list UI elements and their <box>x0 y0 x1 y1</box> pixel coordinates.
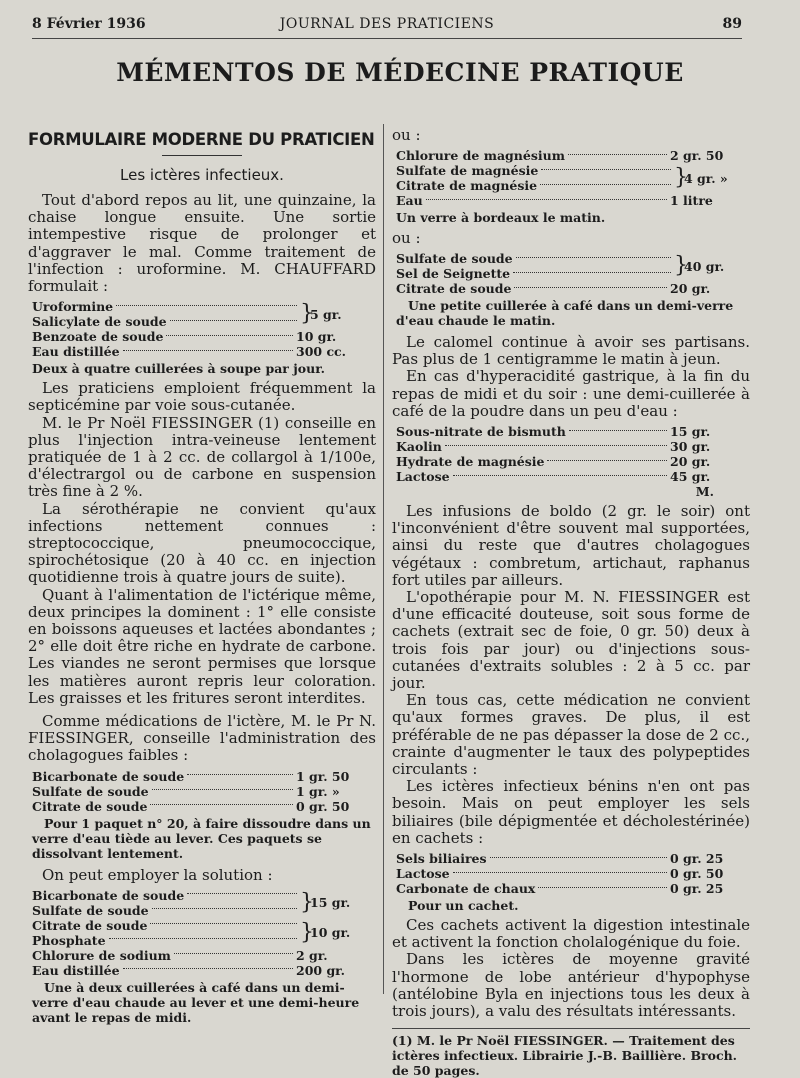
formula-item-name: Citrate de soude <box>32 798 148 814</box>
formula-note: Une à deux cuillerées à café dans un demi-verre d'eau chaude au lever et une demi-heure avant le repas de midi. <box>32 979 360 1025</box>
formula-item-name: Citrate de soude <box>396 281 512 296</box>
formula-item-qty: 0 gr. 50 <box>670 866 724 882</box>
formula-item-name: Sel de Seignette <box>396 266 511 281</box>
formula-item-name: Bicarbonate de soude <box>32 887 185 903</box>
formula-note: Pour un cachet. <box>408 898 519 914</box>
paragraph: Le calomel continue à avoir ses partisans. Pas plus de 1 centigramme le matin à jeun. <box>392 333 750 369</box>
footnote-rule <box>392 1028 750 1029</box>
formula-item-qty: 200 gr. <box>296 962 345 978</box>
formula-note: Deux à quatre cuillerées à soupe par jour. <box>32 361 325 377</box>
paragraph: Tout d'abord repos au lit, une quinzaine, la chaise longue ensuite. Une sortie intempestive risque de prolonger et d'aggraver le mal. Comme traitement de l'infection : uroformine. M. CHAUFFARD formulait : <box>28 191 376 296</box>
formula-item-qty: 1 gr. 50 <box>296 768 350 784</box>
right-column <box>392 124 750 1078</box>
paragraph: Les ictères infectieux bénins n'en ont pas besoin. Mais on peut employer les sels biliaires (bile dépigmentée et décholestérinée) en cachets : <box>392 777 750 847</box>
formula-item-name: Eau distillée <box>32 344 120 360</box>
formula-item-qty: 5 gr. <box>310 306 342 322</box>
formula-item-name: Kaolin <box>396 439 442 455</box>
formula-item-name: Carbonate de chaux <box>396 881 536 897</box>
formula-magnesie <box>396 148 750 225</box>
alternative-label: ou : <box>392 126 421 144</box>
formula-note: Un verre à bordeaux le matin. <box>396 210 606 225</box>
article-subtitle: Les ictères infectieux. <box>120 166 284 184</box>
formula-item-qty: 300 cc. <box>296 344 347 360</box>
formula-item-name: Bicarbonate de soude <box>32 768 185 784</box>
formula-item-name: Sels biliaires <box>396 851 487 867</box>
formula-item-qty: 2 gr. <box>296 947 328 963</box>
brace-icon: } <box>300 919 314 945</box>
formula-item-qty: 10 gr. <box>310 925 351 941</box>
formula-item-name: Sous-nitrate de bismuth <box>396 424 566 440</box>
formula-group <box>396 163 750 193</box>
formula-item-qty: 1 litre <box>670 193 713 208</box>
formula-solution <box>32 888 376 1025</box>
header-date: 8 Février 1936 <box>32 16 146 32</box>
formula-item-name: Phosphate <box>32 932 106 948</box>
formula-group <box>32 888 376 918</box>
formula-item-qty: 15 gr. <box>310 895 351 911</box>
formula-item-qty: 45 gr. <box>670 469 711 485</box>
formula-item-name: Lactose <box>396 469 450 485</box>
formula-item-qty: 2 gr. 50 <box>670 148 724 163</box>
formula-item-name: Chlorure de sodium <box>32 947 171 963</box>
formula-item-name: Sulfate de magnésie <box>396 163 539 178</box>
paragraph: L'opothérapie pour M. N. FIESSINGER est d'une efficacité douteuse, soit sous forme de cachets (extrait sec de foie, 0 gr. 50) deux à trois fois par jour) ou d'injections sous-cutanées d'extraits solubles : 2 à 5 cc. par jour. <box>392 588 750 693</box>
section-title: FORMULAIRE MODERNE DU PRATICIEN <box>28 130 375 149</box>
left-column <box>28 124 376 1029</box>
formula-item-name: Benzoate de soude <box>32 329 164 345</box>
formula-item-qty: 30 gr. <box>670 439 711 455</box>
formula-item-name: Chlorure de magnésium <box>396 148 565 163</box>
formula-seignette <box>396 251 750 328</box>
formula-item-name: Sulfate de soude <box>396 251 513 266</box>
author-signature: M. <box>695 484 714 500</box>
paragraph: Les infusions de boldo (2 gr. le soir) ont l'inconvénient d'être souvent mal supportées, ainsi du reste que d'autres cholagogues végétaux : combretum, artichaut, raphanus fort utiles par ailleurs. <box>392 502 750 589</box>
formula-cholagogues <box>32 769 376 861</box>
formula-item-name: Sulfate de soude <box>32 902 149 918</box>
formula-item-qty: 0 gr. 50 <box>296 798 350 814</box>
page-title: MÉMENTOS DE MÉDECINE PRATIQUE <box>116 58 684 87</box>
formula-group <box>32 918 376 948</box>
column-separator <box>383 124 384 994</box>
formula-item-qty: 1 gr. » <box>296 783 340 799</box>
formula-item-name: Sulfate de soude <box>32 783 149 799</box>
paragraph: Comme médications de l'ictère, M. le Pr N. FIESSINGER, conseille l'administration des cholagogues faibles : <box>28 712 376 765</box>
paragraph: Dans les ictères de moyenne gravité l'hormone de lobe antérieur d'hypophyse (antélobine Byla en injections tous les deux à trois jours), a valu des résultats intéressants. <box>392 950 750 1021</box>
section-rule <box>162 155 242 156</box>
brace-icon: } <box>300 889 314 915</box>
formula-item-name: Citrate de soude <box>32 917 148 933</box>
header-rule <box>32 38 742 39</box>
brace-icon: } <box>674 165 688 190</box>
formula-item-qty: 0 gr. 25 <box>670 851 724 867</box>
paragraph: En tous cas, cette médication ne convient qu'aux formes graves. De plus, il est préférable de ne pas dépasser la dose de 2 cc., crainte d'augmenter le taux des polypeptides circulants : <box>392 691 750 779</box>
formula-item-qty: 20 gr. <box>670 281 711 296</box>
formula-bismuth <box>396 424 750 499</box>
formula-item-qty: 4 gr. » <box>684 170 728 186</box>
brace-icon: } <box>300 301 314 327</box>
formula-item-qty: 40 gr. <box>684 258 725 274</box>
formula-note: Pour 1 paquet n° 20, à faire dissoudre dans un verre d'eau tiède au lever. Ces paquets se dissolvant lentement. <box>32 815 371 861</box>
formula-group <box>32 299 376 329</box>
paragraph: En cas d'hyperacidité gastrique, à la fin du repas de midi et du soir : une demi-cuillerée à café de la poudre dans un peu d'eau : <box>392 367 750 420</box>
formula-note: Une petite cuillerée à café dans un demi-verre d'eau chaude le matin. <box>396 298 734 328</box>
paragraph: Les praticiens emploient fréquemment la septicémine par voie sous-cutanée. <box>28 379 376 415</box>
formula-item-name: Hydrate de magnésie <box>396 454 545 470</box>
header-page-number: 89 <box>722 16 742 32</box>
formula-item-qty: 15 gr. <box>670 424 711 440</box>
paragraph: M. le Pr Noël FIESSINGER (1) conseille en plus l'injection intra-veineuse lentement pratiquée de 1 à 2 cc. de collargol à 1/100e, d'électrargol ou de carbone en suspension très fine à 2 %. <box>28 413 376 501</box>
alternative-label: ou : <box>392 229 421 247</box>
formula-group <box>396 251 750 281</box>
formula-item-name: Eau distillée <box>32 962 120 978</box>
formula-item-qty: 0 gr. 25 <box>670 881 724 897</box>
running-header <box>32 16 742 36</box>
formula-item-name: Uroformine <box>32 299 114 315</box>
paragraph: Quant à l'alimentation de l'ictérique même, deux principes la dominent : 1° elle consiste en boissons aqueuses et lactées abondantes ; 2° elle doit être riche en hydrate de carbone. Les viandes ne seront permises que lorsque les matières auront repris leur coloration. Les graisses et les fritures seront interdites. <box>28 585 376 707</box>
paragraph: Ces cachets activent la digestion intestinale et activent la fonction cholalogénique du foie. <box>392 916 750 952</box>
footnote: (1) M. le Pr Noël FIESSINGER. — Traitement des ictères infectieux. Librairie J.-B. Baillière. Broch. de 50 pages. <box>392 1033 738 1078</box>
formula-item-name: Lactose <box>396 866 450 882</box>
formula-item-qty: 20 gr. <box>670 454 711 470</box>
paragraph: On peut employer la solution : <box>42 865 273 884</box>
formula-item-qty: 10 gr. <box>296 329 337 345</box>
formula-item-name: Eau <box>396 193 423 208</box>
header-journal-title: JOURNAL DES PRATICIENS <box>279 16 495 32</box>
formula-item-name: Citrate de magnésie <box>396 178 538 193</box>
brace-icon: } <box>674 253 688 278</box>
formula-sels-biliaires <box>396 851 750 913</box>
formula-uroformine <box>32 299 376 376</box>
paragraph: La sérothérapie ne convient qu'aux infections nettement connues : streptococcique, pneumococcique, spirochétosique (20 à 40 cc. en injection quotidienne trois à quatre jours de suite). <box>28 499 376 587</box>
formula-item-name: Salicylate de soude <box>32 314 167 330</box>
